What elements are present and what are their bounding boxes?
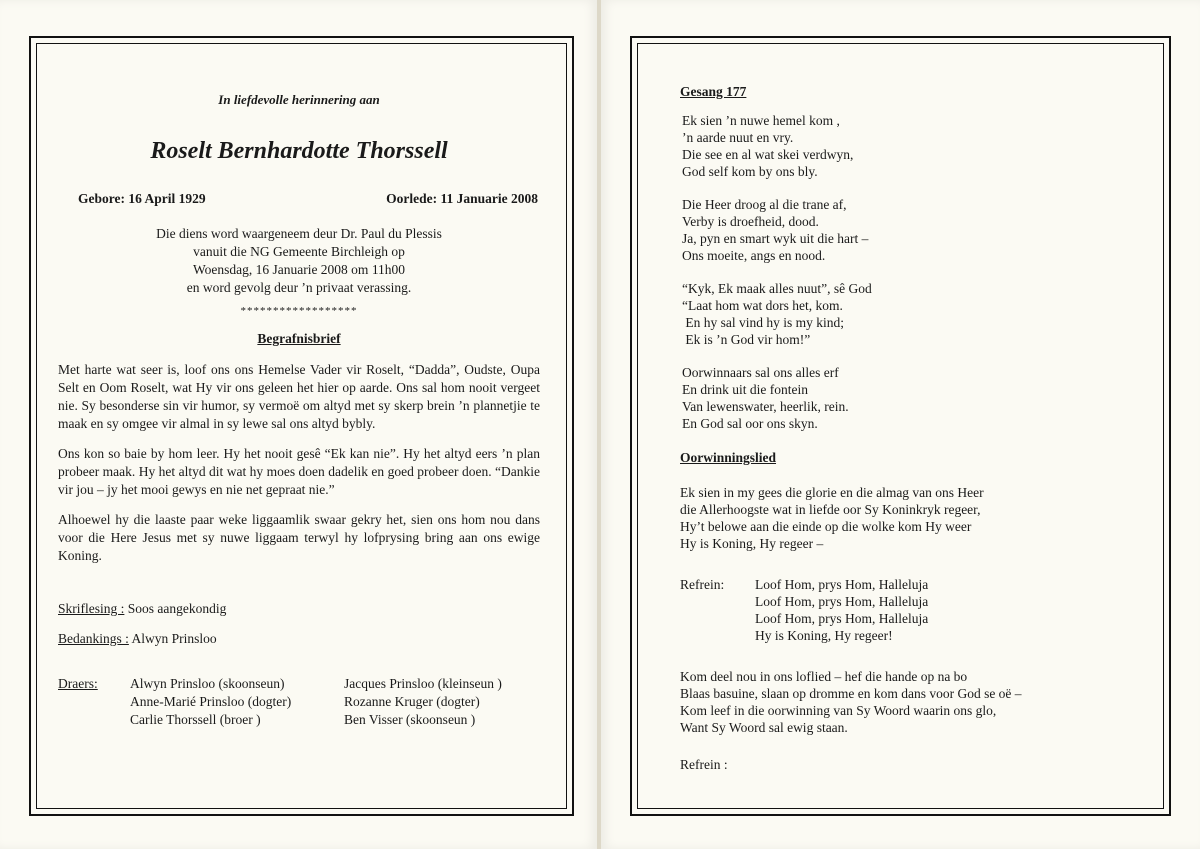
- song-verse: [680, 668, 1150, 736]
- intro-text: In liefdevolle herinnering aan: [218, 92, 380, 107]
- hymn-stanza: [680, 196, 1150, 264]
- reading-row: [58, 601, 540, 617]
- verse-line: die Allerhoogste wat in liefde oor Sy Koninkryk regeer,: [680, 502, 981, 517]
- stanza-line: Die see en al wat skei verdwyn,: [682, 147, 854, 162]
- paragraph: Met harte wat seer is, loof ons ons Hemelse Vader vir Roselt, “Dadda”, Oudste, Oupa Selt en Oom Roselt, wat Hy vir ons geleen het hier op aarde. Ons sal hom nooit vergeet nie. Sy besonderse sin vir humor, sy vermoë om altyd met sy skerp brein ’n plannetjie te maak en sy omgee vir almal in sy lewe sal ons altyd bybly.: [58, 362, 540, 431]
- stanza-line: ’n aarde nuut en vry.: [682, 130, 794, 145]
- service-line: Die diens word waargeneem deur Dr. Paul du Plessis: [156, 226, 442, 241]
- bearers-column-1: [130, 675, 344, 729]
- stanza-line: En hy sal vind hy is my kind;: [682, 315, 844, 330]
- stanza-line: Ons moeite, angs en nood.: [682, 248, 826, 263]
- paragraph: Alhoewel hy die laaste paar weke liggaamlik swaar gekry het, sien ons hom nou dans voor die Here Jesus met sy nuwe liggaam terwyl hy lofprysing bring aan ons ewige Koning.: [58, 512, 540, 563]
- stanza-line: Verby is droefheid, dood.: [682, 214, 819, 229]
- refrain-end: Refrein :: [680, 757, 728, 772]
- deceased-name: Roselt Bernhardotte Thorssell: [150, 138, 448, 164]
- dates-row: [58, 191, 540, 207]
- refrain-line: Loof Hom, prys Hom, Halleluja: [755, 577, 929, 592]
- stanza-line: Ek is ’n God vir hom!”: [682, 332, 811, 347]
- bearer-name: Carlie Thorssell (broer ): [130, 712, 261, 727]
- stanza-line: “Laat hom wat dors het, kom.: [682, 298, 843, 313]
- hymn-stanza: [680, 280, 1150, 348]
- bearers-section: [58, 675, 540, 729]
- refrain-lines: [755, 576, 928, 644]
- service-line: vanuit die NG Gemeente Birchleigh op: [193, 244, 405, 259]
- birth-date: Gebore: 16 April 1929: [78, 191, 206, 206]
- refrain-line: Loof Hom, prys Hom, Halleluja: [755, 594, 929, 609]
- stanza-line: Van lewenswater, heerlik, rein.: [682, 399, 849, 414]
- verse-line: Hy’t belowe aan die einde op die wolke kom Hy weer: [680, 519, 972, 534]
- separator-stars: ******************: [240, 305, 358, 317]
- stanza-line: Die Heer droog al die trane af,: [682, 197, 847, 212]
- refrain-label: Refrein:: [680, 577, 725, 592]
- thanks-value: Alwyn Prinsloo: [128, 631, 217, 646]
- hymn-stanza: [680, 112, 1150, 180]
- thanks-row: [58, 631, 540, 647]
- paragraph: Ons kon so baie by hom leer. Hy het nooit gesê “Ek kan nie”. Hy het altyd eers ’n plan probeer maak. Hy het altyd dit wat hy moes doen dadelik en goed probeer doen. “Dankie vir jou – jy het mooi gewys en nie net gepraat nie.”: [58, 446, 540, 497]
- bearer-name: Alwyn Prinsloo (skoonseun): [130, 676, 285, 691]
- stanza-line: “Kyk, Ek maak alles nuut”, sê God: [682, 281, 872, 296]
- verse-line: Ek sien in my gees die glorie en die almag van ons Heer: [680, 485, 984, 500]
- song-verse: [680, 484, 1150, 552]
- reading-value: Soos aangekondig: [124, 601, 227, 616]
- verse-line: Kom leef in die oorwinning van Sy Woord waarin ons glo,: [680, 703, 997, 718]
- hymns-panel: [680, 60, 1150, 788]
- stanza-line: En God sal oor ons skyn.: [682, 416, 818, 431]
- section-heading: Begrafnisbrief: [257, 331, 341, 346]
- verse-line: Kom deel nou in ons loflied – hef die hande op na bo: [680, 669, 968, 684]
- stanza-line: God self kom by ons bly.: [682, 164, 818, 179]
- stanza-line: Oorwinnaars sal ons alles erf: [682, 365, 839, 380]
- verse-line: Want Sy Woord sal ewig staan.: [680, 720, 848, 735]
- bearers-column-2: [344, 675, 540, 729]
- bearer-name: Anne-Marié Prinsloo (dogter): [130, 694, 292, 709]
- stanza-line: Ek sien ’n nuwe hemel kom ,: [682, 113, 840, 128]
- refrain-line: Loof Hom, prys Hom, Halleluja: [755, 611, 929, 626]
- bearer-name: Rozanne Kruger (dogter): [344, 694, 480, 709]
- memorial-panel: [58, 60, 540, 788]
- thanks-label: Bedankings :: [58, 631, 129, 646]
- death-date: Oorlede: 11 Januarie 2008: [386, 191, 538, 206]
- page-fold: [597, 0, 601, 849]
- stanza-line: En drink uit die fontein: [682, 382, 808, 397]
- verse-line: Hy is Koning, Hy regeer –: [680, 536, 824, 551]
- service-line: Woensdag, 16 Januarie 2008 om 11h00: [192, 262, 406, 277]
- song-title: Oorwinningslied: [680, 450, 777, 465]
- stanza-line: Ja, pyn en smart wyk uit die hart –: [682, 231, 869, 246]
- bearers-label: Draers:: [58, 676, 98, 691]
- service-details: [58, 225, 540, 297]
- hymn-title: Gesang 177: [680, 84, 747, 99]
- refrain-block: [680, 576, 1150, 644]
- refrain-line: Hy is Koning, Hy regeer!: [755, 628, 893, 643]
- bearer-name: Ben Visser (skoonseun ): [344, 712, 476, 727]
- reading-label: Skriflesing :: [58, 601, 125, 616]
- service-line: en word gevolg deur ’n privaat verassing.: [186, 280, 412, 295]
- bearer-name: Jacques Prinsloo (kleinseun ): [344, 676, 502, 691]
- verse-line: Blaas basuine, slaan op dromme en kom dans voor God se oë –: [680, 686, 1022, 701]
- hymn-stanza: [680, 364, 1150, 432]
